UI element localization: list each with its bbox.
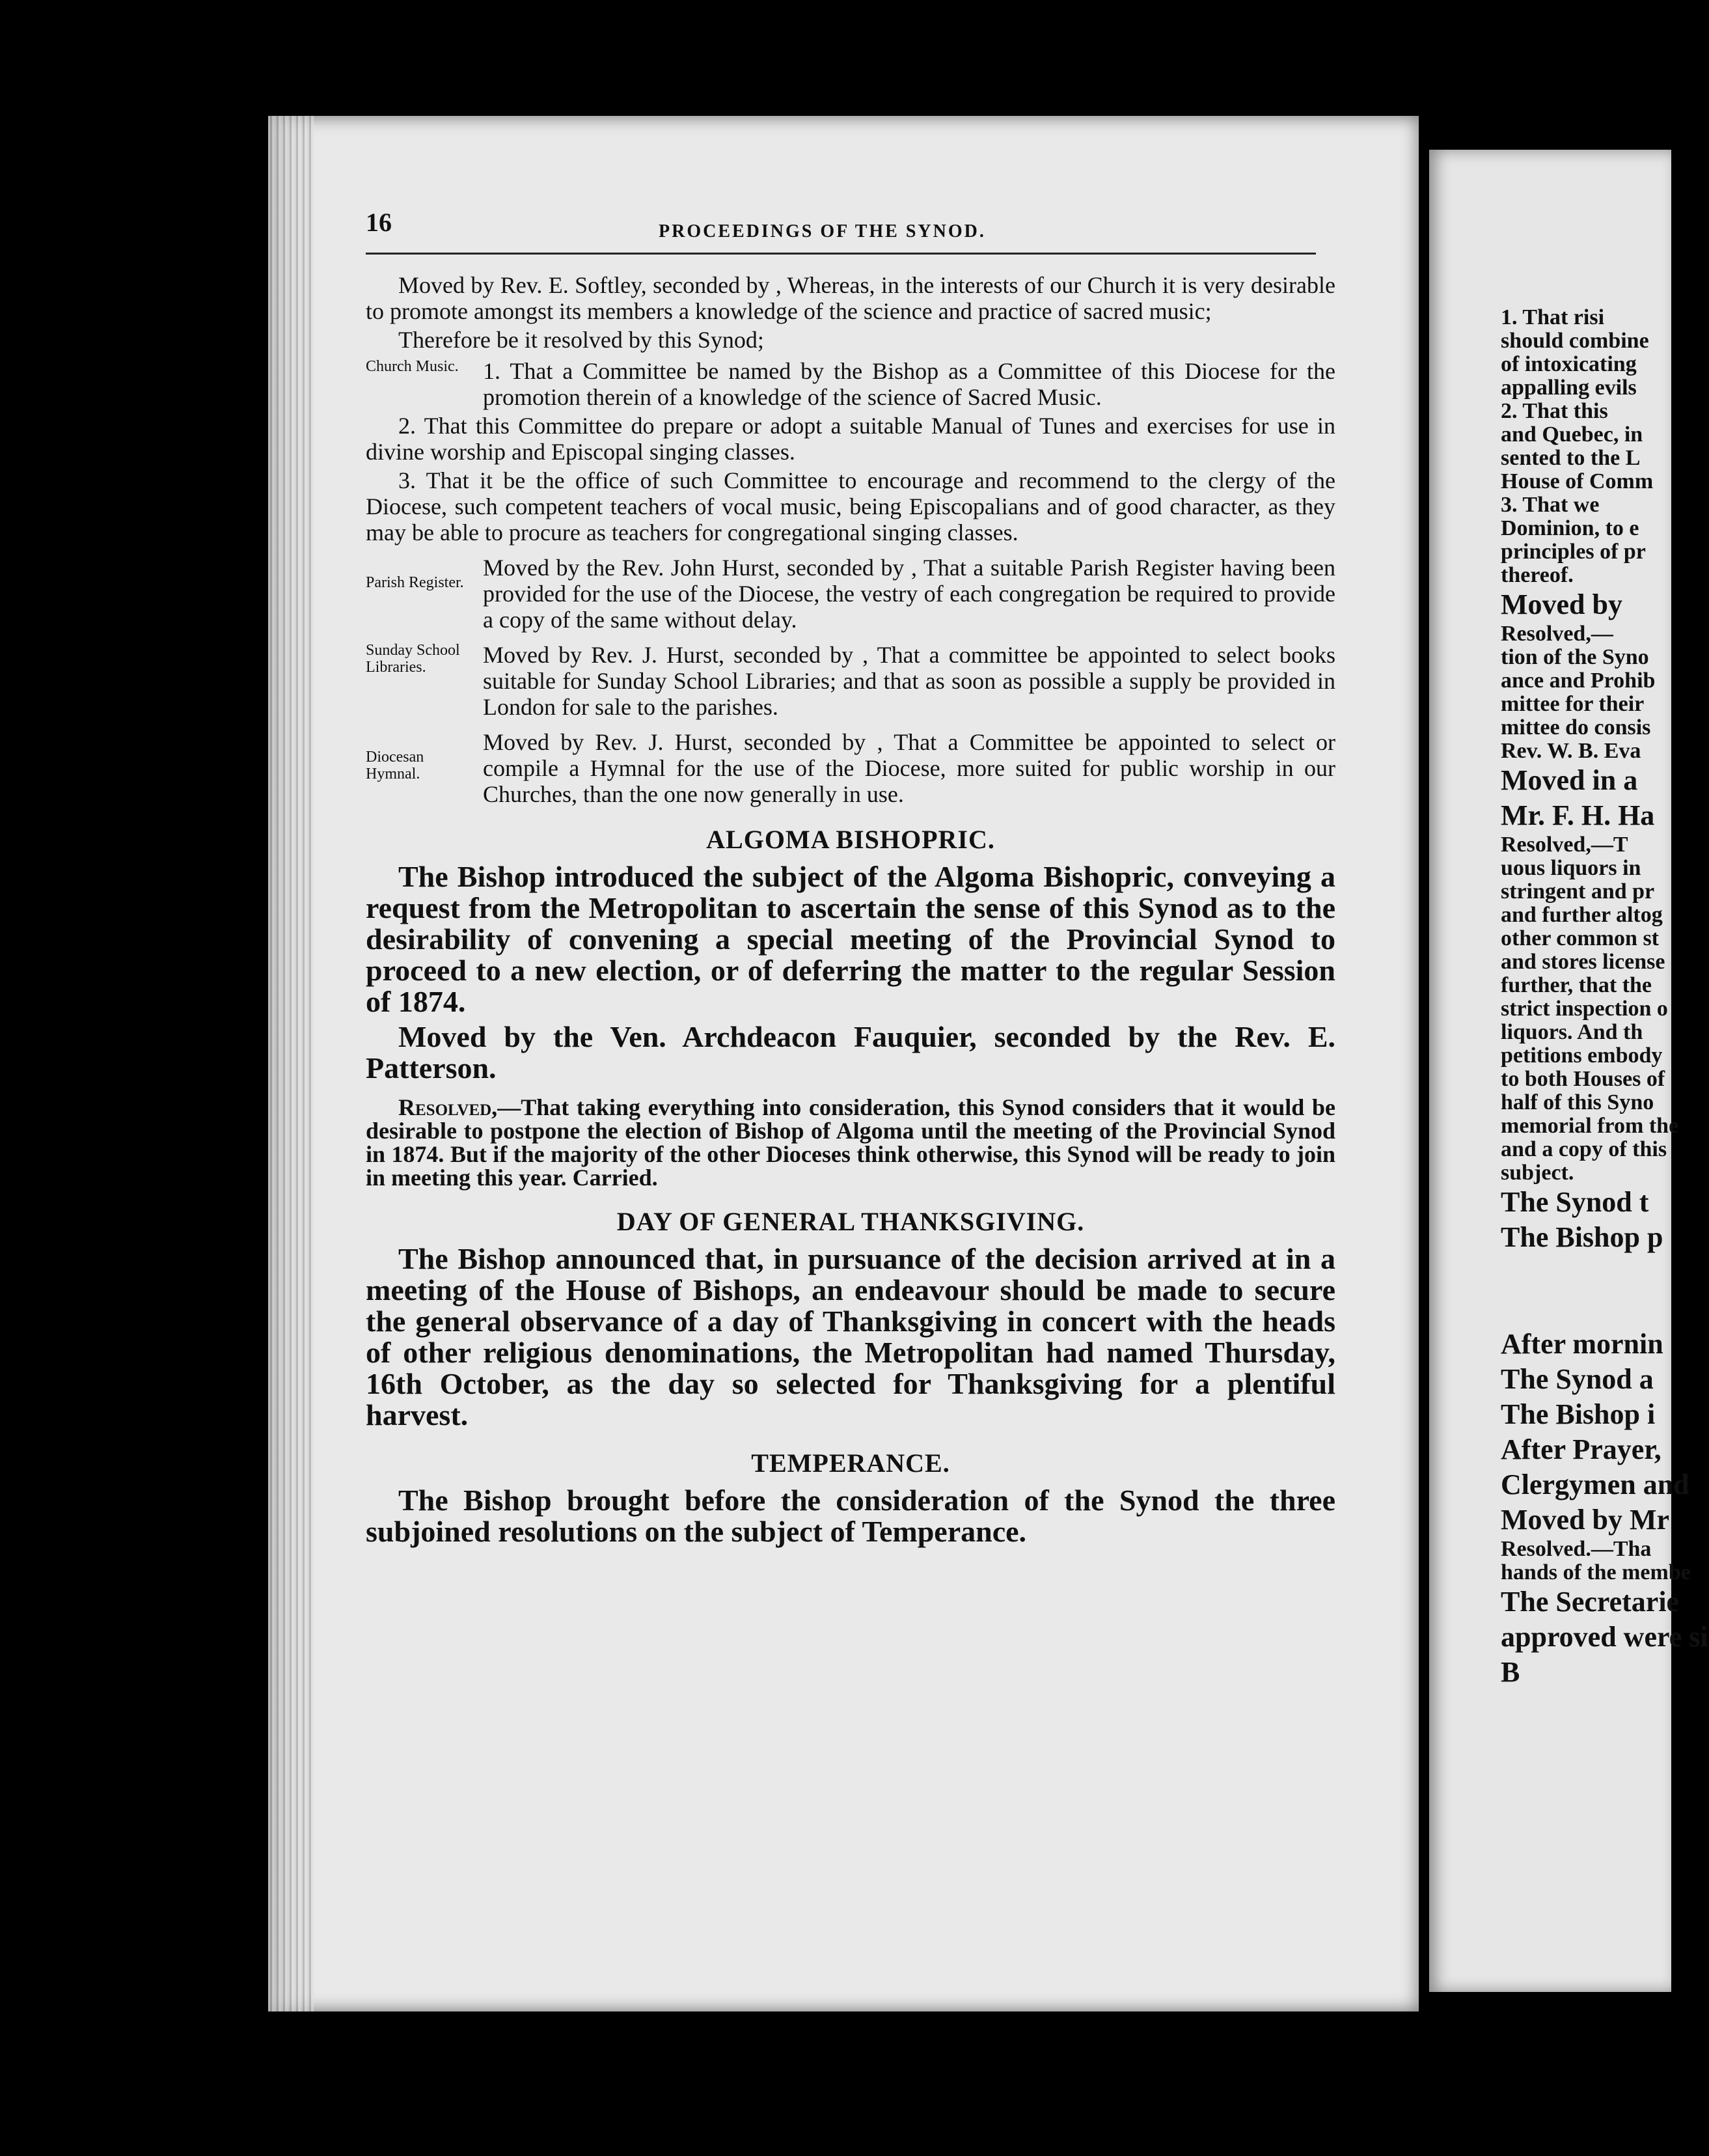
algoma-resolution-text: —That taking everything into consideration, this Synod considers that it would be desirable to postpone the election of Bishop of Algoma until the meeting of the Provincial Synod in 1874. But if the majority of the other Dioceses think otherwise, this Synod will be ready to join in meeting this year. Carried. [366,1094,1335,1191]
right-line: memorial from the [1501,1114,1679,1138]
diocesan-hymnal-margin-note: Diocesan Hymnal. [366,749,424,782]
right-block-b [1501,622,1709,763]
right-line: B [1501,1656,1520,1688]
right-line: half of this Syno [1501,1090,1654,1114]
right-line: After mornin [1501,1328,1663,1360]
page-number: 16 [366,208,392,237]
right-line: other common st [1501,926,1659,950]
right-block-a [1501,306,1709,587]
sunday-school-margin-note: Sunday School Libraries. [366,642,460,676]
right-page [1429,150,1708,1992]
therefore-line: Therefore be it resolved by this Synod; [398,327,764,353]
parish-register-item [366,555,1335,633]
resolution-1: 1. That a Committee be named by the Bishop as a Committee of this Diocese for the promotion therein of a knowledge of the science of Sacred Music. [483,358,1335,410]
right-line: uous liquors in [1501,856,1641,880]
parish-register-text: Moved by the Rev. John Hurst, seconded by , That a suitable Parish Register having been provided for the use of the Diocese, the vestry of each congregation be required to provide a copy of the same without delay. [483,555,1335,633]
diocesan-hymnal-item [366,729,1335,807]
resolved-label: Resolved, [398,1094,498,1120]
right-line: House of Comm [1501,469,1654,493]
right-line: 3. That we [1501,493,1600,517]
diocesan-hymnal-text: Moved by Rev. J. Hurst, seconded by , That a Committee be appointed to select or compile a Hymnal for the use of the Diocese, more suited for public worship in our Churches, than the one now generally in use. [483,729,1335,807]
right-line: appalling evils [1501,376,1637,400]
right-block-e [1501,1327,1709,1538]
right-line: approved were si [1501,1621,1708,1653]
sunday-school-text: Moved by Rev. J. Hurst, seconded by , That a committee be appointed to select books suitable for Sunday School Libraries; and that as soon as possible a supply be provided in London for sale to the parishes. [483,642,1335,720]
right-mr-fh: Mr. F. H. Ha [1501,799,1655,831]
page-edge [268,116,314,2011]
right-line: liquors. And th [1501,1020,1643,1044]
right-gap [1501,1255,1709,1327]
right-block-d [1501,1185,1709,1255]
right-block-f [1501,1538,1709,1584]
right-line: Resolved,—T [1501,833,1628,857]
right-line: ance and Prohib [1501,669,1656,693]
thanksgiving-paragraph: The Bishop announced that, in pursuance of the decision arrived at in a meeting of the House of Bishops, an endeavour should be made to secure the general observance of a day of Thanksgiving in concert with the heads of other religious denominations, the Metropolitan had named Thursday, 16th October, as the day so selected for Thanksgiving for a plentiful harvest. [366,1242,1335,1431]
right-line: tion of the Syno [1501,645,1649,669]
right-line: Moved by Mr [1501,1504,1670,1536]
algoma-paragraph-2: Moved by the Ven. Archdeacon Fauquier, seconded by the Rev. E. Patterson. [366,1020,1335,1085]
right-block-g [1501,1584,1709,1690]
right-line: mittee do consis [1501,715,1651,739]
right-line: Dominion, to e [1501,516,1639,540]
intro-paragraph: Moved by Rev. E. Softley, seconded by , Whereas, in the interests of our Church it is very desirable to promote amongst its members a knowledge of the science and practice of sacred music; [366,272,1335,324]
parish-register-margin-note: Parish Register. [366,574,464,591]
right-line: and Quebec, in [1501,422,1643,447]
right-line: hands of the membe [1501,1560,1691,1584]
right-line: sented to the L [1501,446,1641,470]
right-line: stringent and pr [1501,879,1655,904]
right-line: The Secretarie [1501,1586,1680,1618]
right-line: to both Houses of [1501,1067,1665,1091]
running-head [366,207,1335,259]
right-line: further, that the [1501,973,1652,997]
right-line: strict inspection o [1501,997,1668,1021]
church-music-item [366,358,1335,410]
right-line: The Synod a [1501,1363,1654,1395]
sunday-school-item [366,642,1335,720]
right-line: and a copy of this [1501,1137,1667,1161]
head-rule [366,253,1316,255]
right-line: of intoxicating [1501,352,1637,376]
right-moved-in: Moved in a [1501,764,1638,796]
right-line: The Synod t [1501,1186,1649,1218]
algoma-resolution [366,1096,1335,1189]
right-line: 2. That this [1501,399,1608,423]
right-line: 1. That risi [1501,305,1605,329]
algoma-paragraph-1: The Bishop introduced the subject of the Algoma Bishopric, conveying a request from the Metropolitan to ascertain the sense of this Synod as to the desirability of convening a special meeting of the Provincial Synod to proceed to a new election, or of deferring the matter to the regular Session of 1874. [366,860,1335,1018]
right-line: should combine [1501,329,1649,353]
resolution-3: 3. That it be the office of such Committee to encourage and recommend to the clergy of the Diocese, such competent teachers of vocal music, being Episcopalians and of good character, as they may be able to procure as teachers for congregational singing classes. [366,467,1335,546]
right-line: The Bishop i [1501,1398,1656,1430]
right-line: and stores license [1501,950,1665,974]
heading-algoma-bishopric: ALGOMA BISHOPRIC. [706,825,995,854]
right-line: Resolved.—Tha [1501,1537,1652,1561]
temperance-paragraph: The Bishop brought before the consideration of the Synod the three subjoined resolutions on the subject of Temperance. [366,1484,1335,1548]
left-page [268,116,1419,2011]
right-line: mittee for their [1501,692,1645,716]
right-line: After Prayer, [1501,1433,1661,1465]
church-music-margin-note: Church Music. [366,358,459,375]
right-line: Resolved,— [1501,622,1613,646]
right-line: principles of pr [1501,540,1646,564]
heading-day-of-thanksgiving: DAY OF GENERAL THANKSGIVING. [616,1207,1085,1236]
right-line: Rev. W. B. Eva [1501,739,1641,763]
left-page-content [366,207,1335,1547]
heading-temperance: TEMPERANCE. [751,1448,950,1478]
right-line: Clergymen and [1501,1469,1689,1500]
right-page-content [1501,306,1709,1690]
right-moved-by: Moved by [1501,588,1622,620]
right-line: subject. [1501,1161,1574,1185]
resolution-2: 2. That this Committee do prepare or adopt a suitable Manual of Tunes and exercises for use in divine worship and Episcopal singing classes. [366,413,1335,465]
running-head-title: PROCEEDINGS OF THE SYNOD. [659,221,986,242]
right-line: The Bishop p [1501,1221,1663,1253]
right-line: petitions embody [1501,1043,1663,1068]
right-block-c [1501,833,1709,1185]
right-line: thereof. [1501,563,1574,587]
right-line: and further altog [1501,903,1663,927]
